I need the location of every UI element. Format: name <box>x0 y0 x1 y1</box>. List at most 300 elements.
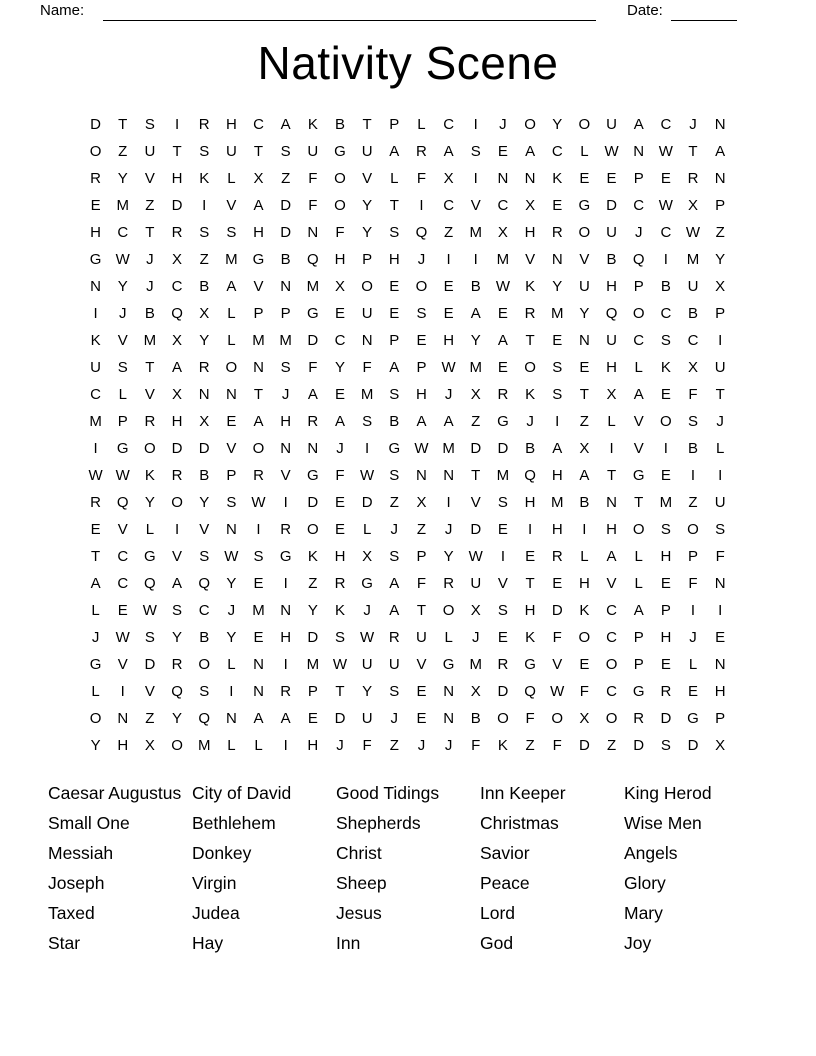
grid-letter: Z <box>525 737 535 755</box>
grid-letter: E <box>443 278 454 296</box>
grid-letter: Z <box>389 737 399 755</box>
grid-letter: N <box>551 251 563 269</box>
grid-letter: E <box>226 413 237 431</box>
grid-letter: Y <box>552 278 563 296</box>
grid-letter: K <box>525 386 536 404</box>
grid-letter: G <box>306 305 319 323</box>
word-list-item: Mary <box>624 903 663 923</box>
grid-letter: H <box>388 251 400 269</box>
grid-letter: N <box>443 683 455 701</box>
grid-letter: I <box>365 440 370 458</box>
grid-letter: L <box>254 737 263 755</box>
grid-letter: E <box>416 683 427 701</box>
grid-letter: N <box>280 602 292 620</box>
grid-letter: A <box>552 440 563 458</box>
grid-letter: R <box>171 656 183 674</box>
grid-letter: U <box>714 494 726 512</box>
word-list-column <box>624 778 712 958</box>
grid-letter: O <box>497 710 509 728</box>
grid-letter: S <box>253 548 264 566</box>
grid-letter: E <box>253 575 264 593</box>
grid-letter: R <box>144 413 156 431</box>
grid-letter: A <box>470 305 481 323</box>
grid-letter: O <box>632 305 645 323</box>
grid-letter: J <box>526 413 534 431</box>
grid-letter: A <box>280 116 291 133</box>
grid-letter: N <box>361 332 373 350</box>
grid-letter: W <box>441 359 456 377</box>
grid-letter: S <box>226 224 237 242</box>
grid-letter: C <box>633 332 645 350</box>
grid-letter: S <box>226 494 237 512</box>
grid-letter: H <box>171 413 183 431</box>
grid-letter: G <box>442 656 455 674</box>
grid-letter: Q <box>524 467 536 485</box>
grid-letter: B <box>199 629 210 647</box>
grid-letter: E <box>90 197 101 215</box>
grid-letter: O <box>171 737 183 755</box>
grid-letter: H <box>253 224 264 242</box>
grid-letter: G <box>334 143 346 161</box>
grid-letter: I <box>283 656 288 674</box>
grid-letter: D <box>497 683 509 701</box>
grid-letter: H <box>280 629 292 647</box>
word-list-item: God <box>480 933 514 953</box>
grid-letter: U <box>361 305 373 323</box>
grid-letter: R <box>280 683 292 701</box>
grid-letter: M <box>252 332 265 350</box>
grid-letter: X <box>525 197 536 215</box>
grid-letter: F <box>471 737 481 755</box>
grid-letter: P <box>660 602 671 620</box>
grid-letter: X <box>172 386 183 404</box>
grid-letter: N <box>253 683 264 701</box>
grid-letter: B <box>389 413 400 431</box>
grid-letter: C <box>606 602 617 620</box>
grid-letter: O <box>361 278 373 296</box>
grid-letter: Y <box>117 170 128 188</box>
grid-letter: P <box>389 332 400 350</box>
grid-letter: S <box>660 737 671 755</box>
grid-letter: H <box>714 683 726 701</box>
grid-letter: I <box>473 116 478 133</box>
grid-letter: B <box>334 116 345 133</box>
grid-letter: V <box>226 440 237 458</box>
grid-letter: I <box>527 521 533 539</box>
grid-letter: C <box>171 278 183 296</box>
grid-letter: D <box>171 197 183 215</box>
grid-letter: S <box>552 386 563 404</box>
word-list-item: Inn Keeper <box>480 783 566 803</box>
grid-letter: D <box>144 656 156 674</box>
grid-letter: I <box>582 521 587 539</box>
word-list-item: Peace <box>480 873 530 893</box>
grid-letter: L <box>634 359 643 377</box>
grid-letter: T <box>606 467 617 485</box>
grid-letter: A <box>253 413 264 431</box>
grid-letter: B <box>525 440 536 458</box>
grid-letter: M <box>252 602 265 620</box>
grid-letter: E <box>334 521 345 539</box>
grid-letter: Z <box>145 197 155 215</box>
word-list-item: King Herod <box>624 783 712 803</box>
word-list-item: Wise Men <box>624 813 702 833</box>
grid-letter: T <box>145 224 155 242</box>
grid-letter: E <box>497 629 508 647</box>
grid-letter: I <box>718 602 723 620</box>
word-list-item: City of David <box>192 783 292 803</box>
grid-letter: S <box>389 548 400 566</box>
grid-letter: X <box>470 683 481 701</box>
grid-letter: W <box>360 629 375 647</box>
grid-letter: L <box>607 413 616 431</box>
grid-letter: V <box>416 656 427 674</box>
grid-letter: I <box>473 170 478 188</box>
grid-letter: M <box>550 494 564 512</box>
grid-letter: I <box>120 683 125 701</box>
grid-letter: P <box>389 116 400 133</box>
grid-letter: U <box>388 656 400 674</box>
grid-letter: A <box>389 602 400 620</box>
grid-letter: J <box>689 629 697 647</box>
grid-letter: M <box>469 359 483 377</box>
grid-letter: A <box>443 143 454 161</box>
grid-letter: F <box>525 710 535 728</box>
grid-letter: Z <box>444 224 454 242</box>
grid-letter: G <box>687 710 699 728</box>
grid-letter: O <box>89 143 102 161</box>
grid-letter: R <box>307 413 319 431</box>
grid-letter: S <box>715 521 726 539</box>
grid-letter: N <box>633 143 645 161</box>
grid-letter: M <box>469 656 483 674</box>
grid-letter: C <box>90 386 101 404</box>
grid-letter: R <box>334 575 346 593</box>
grid-letter: J <box>118 305 127 323</box>
grid-letter: D <box>470 521 482 539</box>
grid-letter: I <box>473 251 478 269</box>
grid-letter: K <box>660 359 671 377</box>
grid-letter: D <box>606 197 617 215</box>
grid-letter: S <box>497 602 508 620</box>
grid-letter: H <box>551 521 563 539</box>
grid-letter: W <box>115 629 130 647</box>
grid-letter: E <box>579 170 590 188</box>
grid-letter: X <box>715 278 726 296</box>
grid-letter: E <box>389 278 400 296</box>
grid-letter: X <box>443 170 454 188</box>
grid-letter: G <box>632 683 645 701</box>
grid-letter: M <box>360 386 374 404</box>
grid-letter: L <box>362 521 372 539</box>
grid-letter: T <box>118 116 128 133</box>
grid-letter: Q <box>198 710 211 728</box>
grid-letter: S <box>199 683 210 701</box>
grid-letter: Y <box>90 737 101 755</box>
grid-letter: H <box>443 332 455 350</box>
grid-letter: E <box>688 683 699 701</box>
grid-letter: V <box>579 251 590 269</box>
grid-letter: G <box>89 251 102 269</box>
grid-letter: Q <box>415 224 428 242</box>
grid-letter: C <box>443 116 455 133</box>
grid-letter: G <box>252 251 265 269</box>
grid-letter: E <box>334 386 345 404</box>
grid-letter: B <box>199 278 210 296</box>
grid-letter: S <box>172 602 183 620</box>
grid-letter: P <box>226 467 237 485</box>
grid-letter: E <box>443 305 454 323</box>
grid-letter: Z <box>199 251 209 269</box>
grid-letter: V <box>117 332 128 350</box>
grid-letter: P <box>715 197 726 215</box>
grid-letter: I <box>718 467 723 485</box>
grid-letter: B <box>470 710 481 728</box>
grid-letter: E <box>497 521 508 539</box>
grid-letter: S <box>280 143 291 161</box>
word-list-item: Star <box>48 933 81 953</box>
grid-letter: P <box>633 656 644 674</box>
grid-letter: W <box>495 278 510 296</box>
grid-letter: Q <box>605 305 618 323</box>
word-list-item: Judea <box>192 903 240 923</box>
grid-letter: W <box>468 548 483 566</box>
word-list-item: Bethlehem <box>192 813 276 833</box>
grid-letter: E <box>579 359 590 377</box>
grid-letter: F <box>335 224 345 242</box>
word-list-item: Taxed <box>48 903 95 923</box>
grid-letter: F <box>688 575 698 593</box>
grid-letter: O <box>687 521 699 539</box>
grid-letter: I <box>663 440 668 458</box>
grid-letter: R <box>388 629 400 647</box>
grid-letter: V <box>117 521 128 539</box>
grid-letter: C <box>253 116 264 133</box>
grid-letter: P <box>280 305 291 323</box>
grid-letter: O <box>524 116 536 133</box>
grid-letter: O <box>334 170 346 188</box>
grid-letter: P <box>416 359 427 377</box>
grid-letter: V <box>362 170 373 188</box>
grid-letter: I <box>174 521 180 539</box>
grid-letter: B <box>688 305 699 323</box>
grid-letter: O <box>442 602 455 620</box>
grid-letter: A <box>253 710 264 728</box>
grid-letter: L <box>580 143 589 161</box>
grid-letter: F <box>362 359 372 377</box>
grid-letter: S <box>362 413 373 431</box>
grid-letter: X <box>715 737 726 755</box>
grid-letter: J <box>716 413 724 431</box>
grid-letter: E <box>497 143 508 161</box>
grid-letter: I <box>256 521 261 539</box>
grid-letter: I <box>174 116 180 133</box>
grid-letter: J <box>417 251 426 269</box>
grid-letter: E <box>552 197 563 215</box>
word-list-item: Lord <box>480 903 516 923</box>
grid-letter: I <box>202 197 207 215</box>
header-row <box>0 0 816 28</box>
grid-letter: I <box>718 332 723 350</box>
grid-letter: U <box>90 359 101 377</box>
grid-letter: A <box>525 143 536 161</box>
grid-letter: Q <box>306 251 319 269</box>
grid-letter: J <box>227 602 236 620</box>
grid-letter: J <box>390 710 399 728</box>
grid-letter: R <box>660 683 672 701</box>
grid-letter: Z <box>688 494 698 512</box>
grid-letter: U <box>606 116 617 133</box>
grid-letter: S <box>552 359 563 377</box>
grid-letter: I <box>93 305 98 323</box>
grid-letter: R <box>633 710 645 728</box>
grid-letter: L <box>716 440 725 458</box>
grid-letter: X <box>172 251 183 269</box>
grid-letter: T <box>416 602 427 620</box>
grid-letter: L <box>91 602 100 620</box>
grid-letter: N <box>225 521 237 539</box>
grid-letter: I <box>663 251 668 269</box>
grid-letter: A <box>497 332 508 350</box>
grid-letter: O <box>225 359 238 377</box>
grid-letter: R <box>90 494 101 512</box>
grid-letter: E <box>253 629 264 647</box>
grid-letter: P <box>633 629 644 647</box>
grid-letter: T <box>90 548 101 566</box>
grid-letter: H <box>307 737 319 755</box>
grid-letter: J <box>363 602 371 620</box>
grid-letter: B <box>606 251 617 269</box>
grid-letter: A <box>172 359 183 377</box>
grid-letter: E <box>497 305 508 323</box>
grid-letter: M <box>496 251 510 269</box>
grid-letter: J <box>390 521 399 539</box>
grid-letter: Z <box>281 170 291 188</box>
grid-letter: V <box>253 278 264 296</box>
grid-letter: N <box>90 278 101 296</box>
grid-letter: I <box>690 602 696 620</box>
grid-letter: F <box>552 737 562 755</box>
grid-letter: O <box>551 710 564 728</box>
word-list-column <box>480 778 624 958</box>
grid-letter: G <box>306 467 319 485</box>
grid-letter: V <box>633 440 644 458</box>
grid-letter: M <box>686 251 700 269</box>
word-list-item: Hay <box>192 933 224 953</box>
grid-letter: M <box>442 440 455 458</box>
grid-letter: T <box>525 332 535 350</box>
grid-letter: S <box>470 143 481 161</box>
grid-letter: A <box>389 143 400 161</box>
grid-letter: I <box>690 467 696 485</box>
grid-letter: O <box>198 656 211 674</box>
grid-letter: F <box>362 737 372 755</box>
grid-letter: S <box>144 629 155 647</box>
grid-letter: R <box>497 656 509 674</box>
grid-letter: O <box>334 197 346 215</box>
grid-letter: P <box>253 305 264 323</box>
grid-letter: O <box>632 521 645 539</box>
grid-letter: X <box>144 737 155 755</box>
word-list-item: Joseph <box>48 873 105 893</box>
grid-letter: A <box>633 386 644 404</box>
grid-letter: I <box>93 440 98 458</box>
grid-letter: D <box>90 116 101 133</box>
grid-letter: N <box>253 656 264 674</box>
grid-letter: G <box>632 467 645 485</box>
grid-letter: H <box>606 278 617 296</box>
grid-letter: X <box>688 359 699 377</box>
grid-letter: D <box>660 710 672 728</box>
grid-letter: C <box>606 629 617 647</box>
grid-letter: P <box>715 710 726 728</box>
grid-letter: D <box>307 332 319 350</box>
grid-letter: H <box>606 359 617 377</box>
grid-letter: K <box>497 737 508 755</box>
grid-letter: U <box>687 278 699 296</box>
grid-letter: O <box>415 278 428 296</box>
grid-letter: K <box>579 602 590 620</box>
grid-letter: Z <box>389 494 399 512</box>
grid-letter: S <box>416 305 427 323</box>
grid-letter: C <box>687 332 699 350</box>
grid-letter: R <box>416 143 427 161</box>
grid-letter: W <box>88 467 103 485</box>
grid-letter: R <box>687 170 699 188</box>
grid-letter: R <box>524 305 536 323</box>
grid-letter: D <box>361 494 373 512</box>
grid-letter: G <box>578 197 591 215</box>
grid-letter: U <box>578 278 590 296</box>
grid-letter: L <box>688 656 698 674</box>
grid-letter: O <box>578 116 591 133</box>
grid-letter: Y <box>117 278 128 296</box>
grid-letter: H <box>524 602 536 620</box>
grid-letter: Z <box>145 710 155 728</box>
grid-letter: E <box>660 170 671 188</box>
grid-letter: W <box>115 251 130 269</box>
grid-letter: Y <box>172 710 183 728</box>
grid-letter: O <box>605 710 618 728</box>
grid-letter: Z <box>308 575 318 593</box>
grid-letter: W <box>550 683 565 701</box>
grid-letter: X <box>470 386 481 404</box>
grid-letter: A <box>715 143 726 161</box>
grid-letter: J <box>91 629 100 647</box>
grid-letter: K <box>525 629 536 647</box>
grid-letter: L <box>91 683 100 701</box>
grid-letter: J <box>444 521 453 539</box>
grid-letter: J <box>444 737 453 755</box>
grid-letter: D <box>687 737 699 755</box>
grid-letter: I <box>500 548 505 566</box>
grid-letter: O <box>252 440 265 458</box>
grid-letter: R <box>497 386 509 404</box>
grid-letter: S <box>389 386 400 404</box>
grid-letter: L <box>227 656 236 674</box>
grid-letter: Y <box>443 548 454 566</box>
grid-letter: Q <box>144 575 156 593</box>
grid-letter: X <box>334 278 345 296</box>
grid-letter: W <box>604 143 619 161</box>
grid-letter: E <box>416 710 427 728</box>
grid-letter: H <box>551 467 563 485</box>
grid-letter: L <box>634 548 643 566</box>
grid-letter: D <box>307 494 319 512</box>
word-list-item: Donkey <box>192 843 252 863</box>
grid-letter: N <box>307 440 319 458</box>
word-list-item: Jesus <box>336 903 382 923</box>
